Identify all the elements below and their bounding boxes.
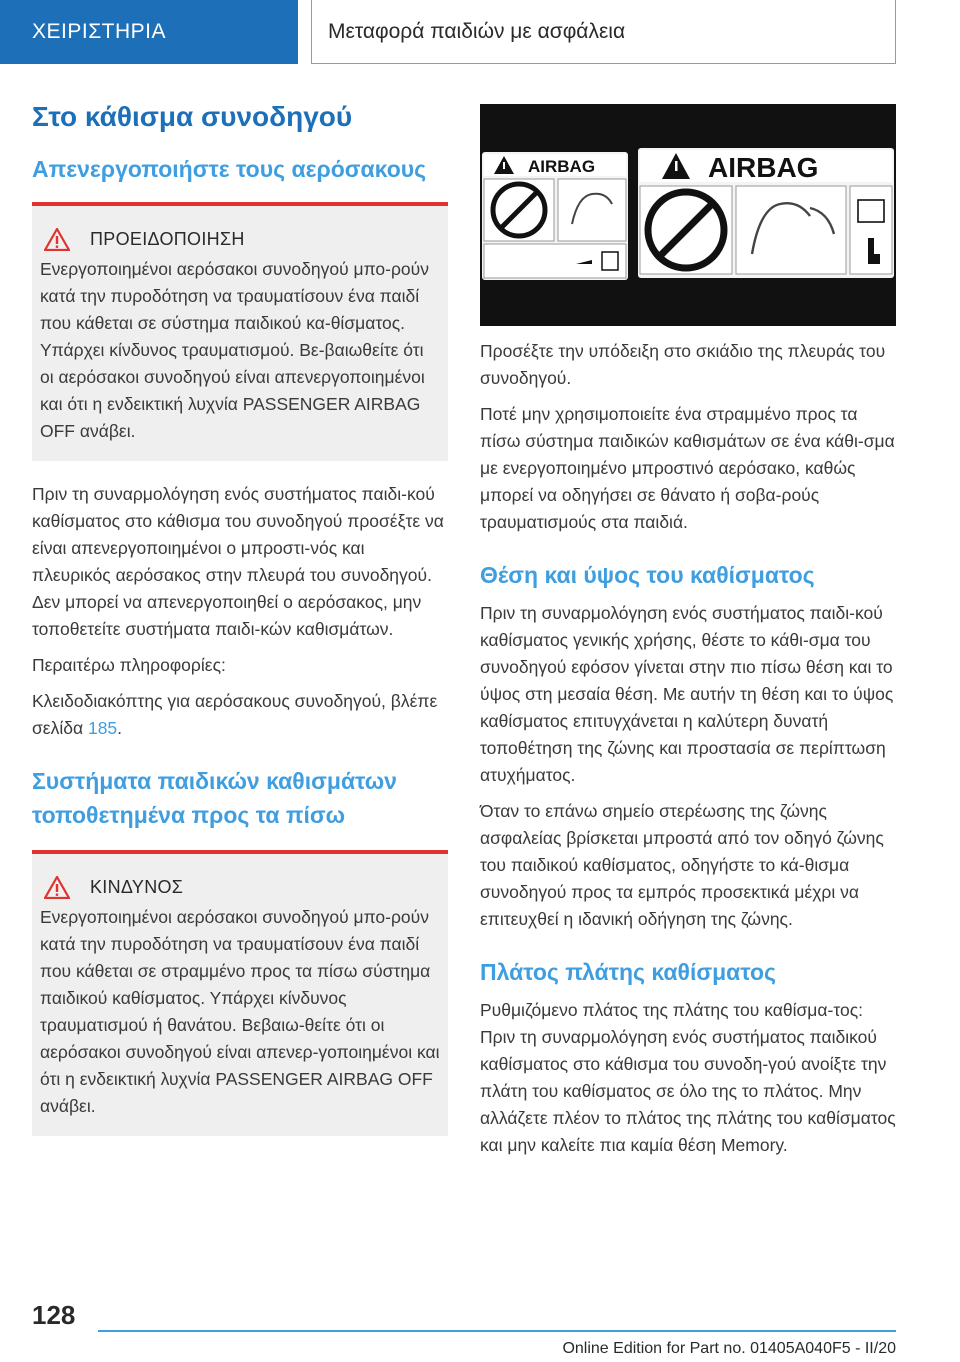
footer-divider [98, 1330, 896, 1332]
page-header [0, 0, 960, 66]
body-paragraph: Ποτέ μην χρησιμοποιείτε ένα στραμμένο προς τα πίσω σύστημα παιδικών καθισμάτων σε ένα κάθι-σμα με ενεργοποιημένο μπροστινό αερόσακο, καθώς μπορεί να οδηγήσει σε θάνατο ή σοβα-ρούς τραυματισμούς στα παιδιά. [480, 404, 895, 532]
edition-note: Online Edition for Part no. 01405A040F5 - II/20 [562, 1340, 896, 1357]
page-link[interactable]: 185 [87, 718, 118, 738]
right-column [480, 104, 896, 1168]
body-paragraph: Προσέξτε την υπόδειξη στο σκιάδιο της πλευράς του συνοδηγού. [480, 341, 886, 388]
warning-label: ΠΡΟΕΙΔΟΠΟΙΗΣΗ [90, 228, 245, 249]
page-title: Στο κάθισμα συνοδηγού [32, 101, 353, 132]
warning-triangle-icon [44, 876, 70, 899]
body-paragraph: Ρυθμιζόμενο πλάτος της πλάτης του καθίσμα-τος: Πριν τη συναρμολόγηση ενός συστήματος παιδικού καθίσματος στο κάθισμα του συνοδη-γού ανοίξτε την πλάτη του καθίσματος σε όλο της το πλάτος. Μην αλλάζετε πλέον το πλάτος της πλάτης του καθίσματος και μην καλείτε πια καμία θέση Memory. [480, 1000, 896, 1155]
airbag-label-illustration [480, 104, 896, 326]
warning-text: Ενεργοποιημένοι αερόσακοι συνοδηγού μπο-ρούν κατά την πυροδότηση να τραυματίσουν ένα παιδί που κάθεται σε σύστημα παιδικού κα-θίσματος. Υπάρχει κίνδυνος τραυματισμού. Βε-βαιωθείτε ότι οι αερόσακοι συνοδηγού είναι απενεργοποιημένοι και ότι η ενδεικτική λυχνία PASSENGER AIRBAG OFF ανάβει. [40, 259, 429, 441]
airbag-text-small: AIRBAG [528, 157, 596, 176]
body-paragraph: Πριν τη συναρμολόγηση ενός συστήματος παιδι-κού καθίσματος στο κάθισμα του συνοδηγού προσέξτε να είναι απενεργοποιημένοι ο μπροστι-νός και πλευρικός αερόσακος στην πλευρά του συνοδηγού. Δεν μπορεί να απενεργοποιηθεί ο αερόσακος, μην τοποθετείτε συστήματα παιδι-κών καθισμάτων. [32, 484, 444, 639]
warning-triangle-icon [44, 228, 70, 251]
danger-box [32, 850, 448, 1136]
body-paragraph: Όταν το επάνω σημείο στερέωσης της ζώνης ασφαλείας βρίσκεται μπροστά από τον οδηγό ζώνης του παιδικού καθίσματος, οδηγήστε το κά-θισμα συνοδηγού προς τα εμπρός προσεκτικά μέχρι να επιτευχθεί η ιδανική οδήγηση της ζώνης. [480, 801, 884, 929]
section-heading-backrest-width: Πλάτος πλάτης καθίσματος [480, 959, 776, 985]
airbag-warning-labels-photo [480, 104, 896, 326]
body-paragraph: Πριν τη συναρμολόγηση ενός συστήματος παιδι-κού καθίσματος γενικής χρήσης, θέστε το κάθι-σμα του συνοδηγού εφόσον γίνεται στην πιο πίσω θέση και το ύψος στη μεσαία θέση. Με αυτήν τη θέση και το ύψος καθίσματος επιτυγχάνεται η καλύτερη δυνατή τοποθέτηση της ζώνης και προστασία σε περίπτωση ατυχήματος. [480, 603, 894, 785]
airbag-text-large: AIRBAG [708, 152, 819, 183]
warning-box [32, 202, 448, 461]
section-tab[interactable]: ΧΕΙΡΙΣΤΗΡΙΑ [0, 0, 298, 64]
body-paragraph-reference: Κλειδοδιακόπτης για αερόσακους συνοδηγού, βλέπε σελίδα 185. [32, 691, 438, 738]
danger-text: Ενεργοποιημένοι αερόσακοι συνοδηγού μπο-ρούν κατά την πυροδότηση να τραυματίσουν ένα παιδί που κάθεται σε στραμμένο προς τα πίσω σύστημα παιδικού καθίσματος. Υπάρχει κίνδυνος τραυματισμού ή θανάτου. Βεβαιω-θείτε ότι οι αερόσακοι συνοδηγού είναι απενερ-γοποιημένοι και ότι η ενδεικτική λυχνία PASSENGER AIRBAG OFF ανάβει. [40, 907, 440, 1116]
page-number: 128 [32, 1300, 76, 1330]
section-heading-seat-position: Θέση και ύψος του καθίσματος [480, 562, 815, 588]
section-heading-airbags: Απενεργοποιήστε τους αερόσακους [32, 156, 427, 182]
chapter-title: Μεταφορά παιδιών με ασφάλεια [311, 0, 896, 64]
body-paragraph: Περαιτέρω πληροφορίες: [32, 655, 226, 675]
danger-label: ΚΙΝΔΥΝΟΣ [90, 876, 184, 897]
left-column [32, 100, 448, 1156]
section-heading-rear-facing: Συστήματα παιδικών καθισμάτων τοποθετημένα προς τα πίσω [32, 768, 397, 828]
